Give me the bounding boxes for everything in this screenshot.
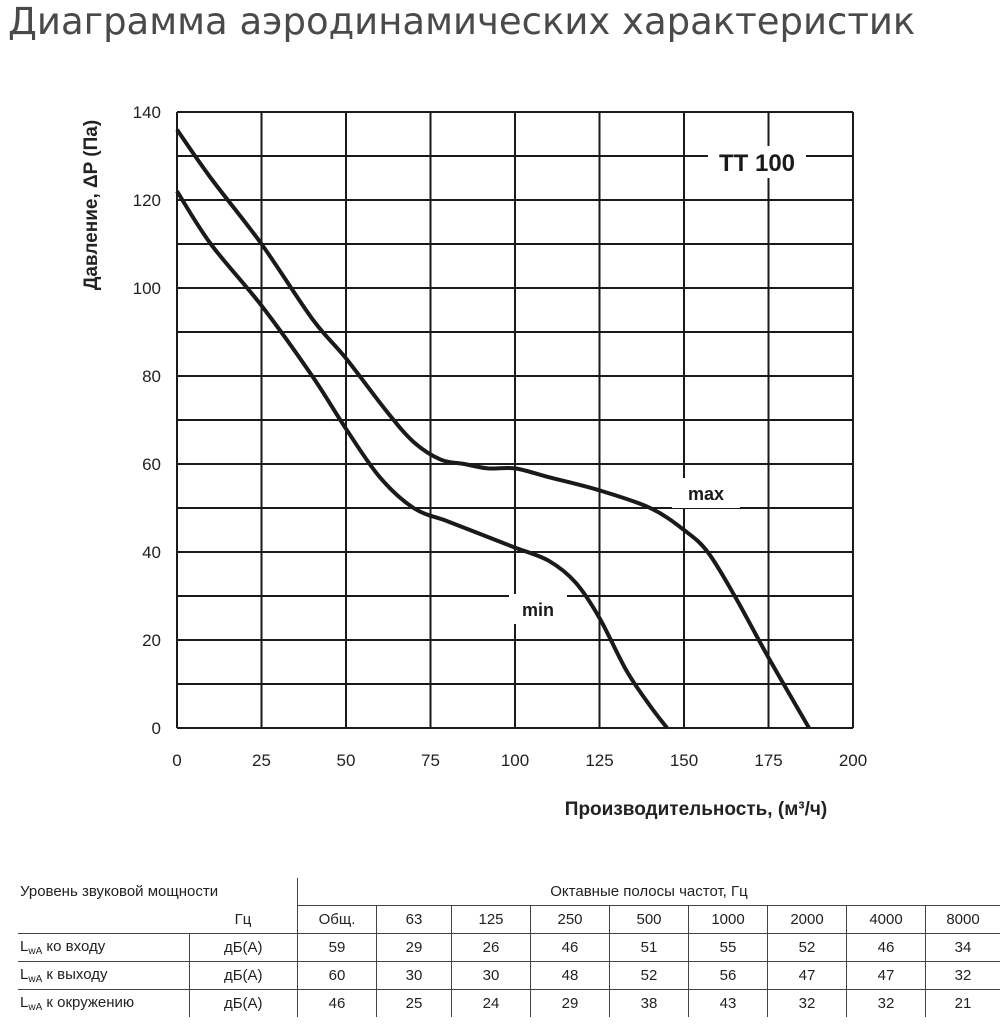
table-cell-value: 59 [298,934,377,962]
table-row-prefix: L [20,966,29,983]
table-cell-value: 55 [689,934,768,962]
table-row [18,990,1000,1018]
table-cell-value: 34 [926,934,1001,962]
table-row-label [18,962,189,990]
x-tick-label: 100 [500,751,530,770]
table-header-label: Уровень звуковой мощности [18,878,298,906]
table-cell-value: 60 [298,962,377,990]
table-row-label [18,934,189,962]
table-bands-header: Октавные полосы частот, Гц [550,883,748,900]
y-tick-label: 0 [151,719,161,738]
table-cell-value: 56 [689,962,768,990]
pressure-flow-chart [0,90,1001,830]
table-row-prefix: L [20,994,29,1011]
table-column-header: 63 [377,906,452,934]
table-cell-value: 30 [377,962,452,990]
x-tick-label: 175 [754,751,783,770]
table-columns-row [18,906,1000,934]
y-axis-label: Давление, ΔP (Па) [81,119,102,291]
table-column-header: 2000 [768,906,847,934]
table-cell-value: 24 [452,990,531,1018]
table-row [18,962,1000,990]
table-cell-value: 25 [377,990,452,1018]
table-row-text: к окружению [42,994,135,1011]
table-column-header: 8000 [926,906,1001,934]
table-row-text: ко входу [42,938,106,955]
x-tick-label: 25 [252,751,271,770]
x-tick-label: 75 [421,751,440,770]
chart-labels [81,120,827,820]
model-label: TT 100 [718,150,796,177]
chart-grid [177,112,853,728]
y-tick-label: 20 [142,631,161,650]
series-line-max [177,130,809,728]
x-tick-label: 125 [585,751,614,770]
x-axis-label: Производительность, (м³/ч) [564,799,828,820]
series-label-min: min [521,600,555,620]
table-cell-value: 32 [768,990,847,1018]
table-cell-value: 46 [847,934,926,962]
y-tick-label: 60 [142,455,161,474]
table-cell-value: 52 [610,962,689,990]
x-tick-label: 150 [669,751,699,770]
table-column-header: 4000 [847,906,926,934]
y-tick-label: 40 [142,543,161,562]
table-row-unit: дБ(А) [189,962,298,990]
table-cell-value: 52 [768,934,847,962]
table-cell-value: 32 [847,990,926,1018]
table-cell-value: 48 [531,962,610,990]
table-cell-value: 38 [610,990,689,1018]
table-row-unit: дБ(А) [189,990,298,1018]
table-row-text: к выходу [42,966,108,983]
table-row [18,934,1000,962]
table-cell-value: 29 [377,934,452,962]
y-tick-label: 80 [142,367,161,386]
x-tick-label: 50 [336,751,356,770]
table-cell-value: 51 [610,934,689,962]
table-cell-value: 21 [926,990,1001,1018]
table-cell-value: 47 [768,962,847,990]
y-tick-label: 140 [132,103,161,122]
table-cell-value: 32 [926,962,1001,990]
table-cell-value: 46 [298,990,377,1018]
table-cell-value: 30 [452,962,531,990]
table-row-prefix: L [20,938,29,955]
x-tick-labels [172,751,867,770]
y-tick-label: 120 [132,191,161,210]
table-column-header: 1000 [689,906,768,934]
table-column-header: 250 [531,906,610,934]
table-row-subscript: wA [28,1002,43,1013]
table-cell-value: 29 [531,990,610,1018]
x-tick-label: 0 [172,751,182,770]
table-column-header: 125 [452,906,531,934]
table-cell-value: 26 [452,934,531,962]
table-row-label [18,990,189,1018]
table-row-subscript: wA [28,974,43,985]
chart-series [177,130,809,728]
table-cell-value: 46 [531,934,610,962]
table-header-row [18,878,1000,906]
x-tick-label: 200 [838,751,868,770]
table-empty-cell [18,906,189,934]
table-cell-value: 43 [689,990,768,1018]
table-column-header: 500 [610,906,689,934]
page-title: Диаграмма аэродинамических характеристик [8,0,916,43]
table-unit-header: Гц [189,906,298,934]
table-column-header: Общ. [298,906,377,934]
y-tick-labels [133,103,161,738]
series-label-max: max [687,484,725,504]
sound-power-table [18,878,1000,1017]
series-line-min [177,191,667,728]
table-cell-value: 47 [847,962,926,990]
table-row-subscript: wA [28,946,43,957]
y-tick-label: 100 [132,279,161,298]
table-row-unit: дБ(А) [189,934,298,962]
